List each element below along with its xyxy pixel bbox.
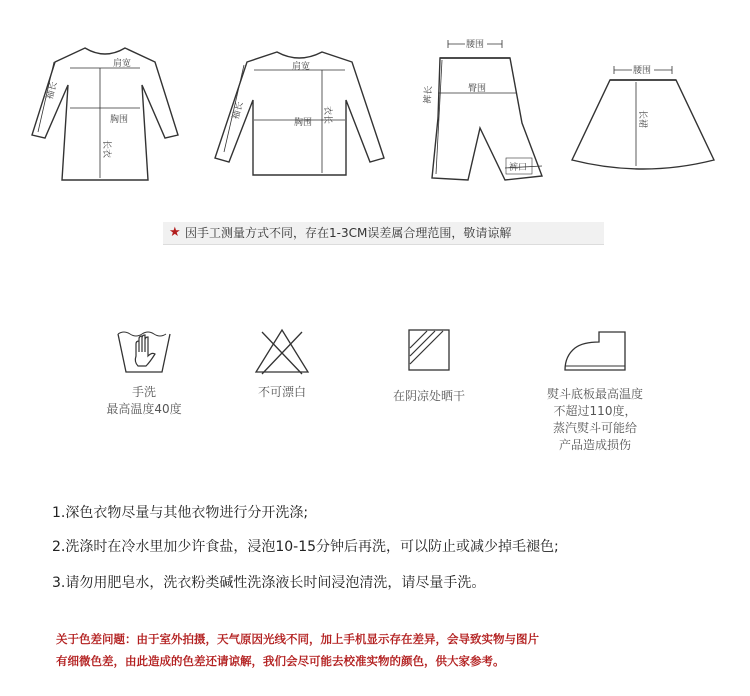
garment-long-sleeve-dress bbox=[30, 40, 180, 190]
shade-dry-icon bbox=[399, 326, 459, 376]
label-hip: 臀围 bbox=[468, 84, 487, 94]
care-hand-wash bbox=[86, 326, 202, 418]
iron-icon bbox=[559, 326, 631, 376]
care-label-line: 最高温度40度 bbox=[106, 402, 182, 416]
label-shoulder: 肩宽 bbox=[292, 62, 311, 72]
color-disclaimer bbox=[56, 628, 716, 672]
label-chest: 胸围 bbox=[110, 115, 129, 125]
hand-wash-icon bbox=[114, 326, 174, 376]
care-label-line: 不可漂白 bbox=[257, 385, 306, 399]
notice-text: 因手工测量方式不同，存在1-3CM误差属合理范围，敬请谅解 bbox=[185, 226, 512, 240]
disclaimer-line: 关于色差问题：由于室外拍摄，天气原因光线不同，加上手机显示存在差异，会导致实物与图片 bbox=[56, 632, 539, 646]
label-length: 长裙 bbox=[637, 110, 647, 129]
wash-rule-1: 1.深色衣物尽量与其他衣物进行分开洗涤; bbox=[52, 505, 309, 521]
label-shoulder: 肩宽 bbox=[113, 59, 132, 69]
care-label-line: 熨斗底板最高温度 bbox=[546, 387, 643, 401]
label-length: 裤长 bbox=[423, 85, 435, 105]
care-label-line: 蒸汽熨斗可能给 bbox=[552, 421, 637, 435]
care-label-line: 不超过110度， bbox=[553, 404, 637, 418]
label-length: 长衣 bbox=[101, 140, 111, 159]
care-no-bleach bbox=[224, 326, 340, 401]
care-label-line: 产品造成损伤 bbox=[558, 438, 631, 452]
measurement-notice bbox=[163, 222, 604, 245]
label-chest: 胸围 bbox=[294, 118, 313, 128]
long-sleeve-top-diagram bbox=[212, 40, 387, 190]
star-icon: ★ bbox=[169, 225, 181, 240]
label-sleeve: 袖长 bbox=[231, 100, 246, 121]
label-sleeve: 袖长 bbox=[45, 80, 60, 101]
care-label-line: 手洗 bbox=[131, 385, 156, 399]
label-length: 衣长 bbox=[322, 106, 332, 125]
wash-rule-2: 2.洗涤时在冷水里加少许食盐，浸泡10-15分钟后再洗，可以防止或减少掉毛褪色; bbox=[52, 539, 559, 555]
long-sleeve-dress-diagram bbox=[30, 40, 180, 190]
garment-long-sleeve-top bbox=[212, 40, 387, 190]
garment-skirt bbox=[568, 60, 718, 180]
care-iron bbox=[520, 326, 670, 454]
disclaimer-line: 有细微色差，由此造成的色差还请谅解，我们会尽可能去校准实物的颜色，供大家参考。 bbox=[56, 654, 505, 668]
no-bleach-icon bbox=[252, 326, 312, 376]
label-leg-opening: 裤口 bbox=[509, 163, 528, 173]
label-waist: 腰围 bbox=[633, 66, 652, 76]
garment-trousers bbox=[410, 38, 550, 188]
skirt-diagram bbox=[568, 60, 718, 180]
label-waist: 腰围 bbox=[466, 40, 485, 50]
care-label-line: 在阴凉处晒干 bbox=[392, 389, 465, 403]
trousers-diagram bbox=[410, 38, 550, 188]
wash-rule-3: 3.请勿用肥皂水，洗衣粉类碱性洗涤液长时间浸泡清洗，请尽量手洗。 bbox=[52, 575, 486, 591]
care-shade-dry bbox=[370, 326, 488, 405]
